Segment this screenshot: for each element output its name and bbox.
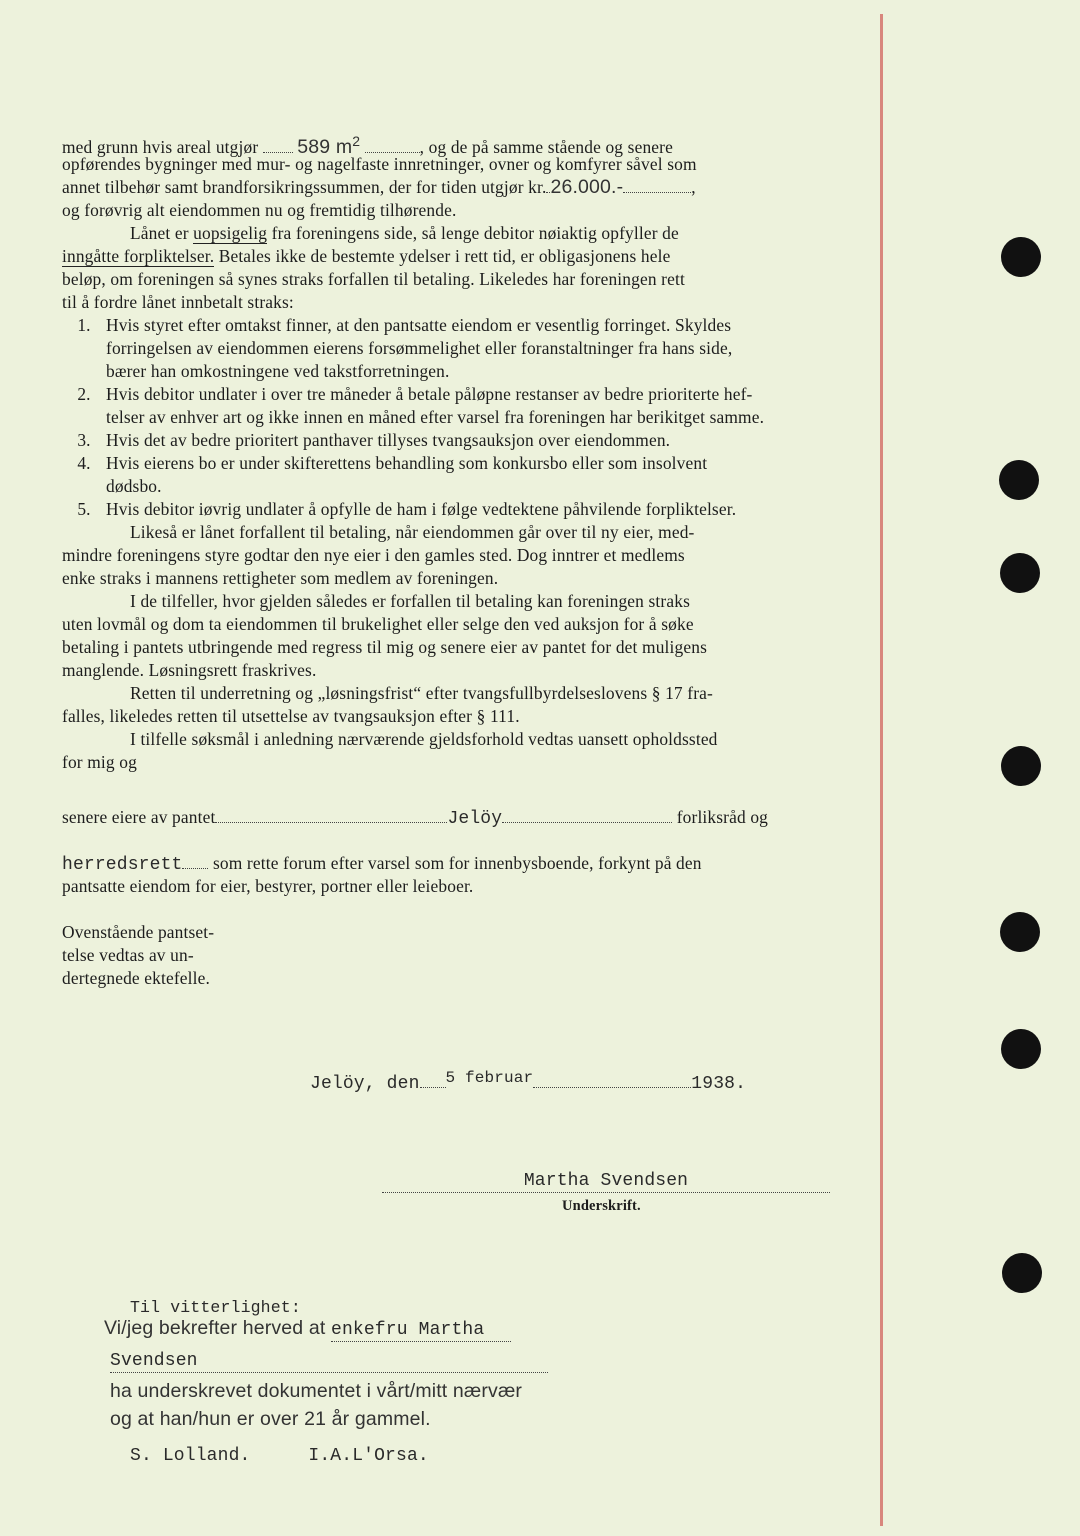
- witness-signatures: [130, 1445, 429, 1467]
- text-line: [62, 636, 707, 658]
- text-line: [62, 613, 694, 635]
- text-line: [130, 590, 690, 612]
- text: Likeså er lånet forfallent til betaling, når eiendommen går over til ny eier, med-: [130, 522, 695, 542]
- signature-label: [562, 1195, 641, 1217]
- punch-hole: [1001, 746, 1041, 786]
- text: , og de på samme stående og senere: [419, 136, 673, 157]
- forum-place: Jelöy: [447, 809, 503, 829]
- text-line: [130, 222, 679, 244]
- text: og forøvrig alt eiendommen nu og fremtidig tilhørende.: [62, 200, 457, 220]
- text-line: [62, 806, 768, 830]
- text: manglende. Løsningsrett fraskrives.: [62, 660, 317, 680]
- punch-hole: [1000, 553, 1040, 593]
- list-item: [62, 429, 670, 451]
- list-item: [62, 452, 707, 474]
- text: inngåtte forpliktelser.: [62, 246, 215, 266]
- text: senere eiere av pantet: [62, 807, 216, 827]
- area-value: 589 m: [297, 135, 353, 158]
- date-place: Jelöy,: [310, 1074, 376, 1094]
- text: uten lovmål og dom ta eiendommen til brukelighet eller selge den ved auksjon for å søke: [62, 614, 694, 634]
- witness-name: enkefru Martha: [331, 1319, 511, 1342]
- text: Hvis det av bedre prioritert panthaver tillyses tvangsauksjon over eiendommen.: [106, 430, 671, 450]
- list-item: [62, 498, 736, 520]
- text-line: [106, 406, 764, 428]
- punch-hole: [1001, 237, 1041, 277]
- text-line: [62, 544, 685, 566]
- text-line: [130, 521, 695, 543]
- item-number: 5.: [77, 499, 91, 519]
- text: ha underskrevet dokumentet i vårt/mitt nærvær: [110, 1380, 523, 1402]
- margin-rule: [880, 14, 883, 1526]
- text-line: [62, 705, 520, 727]
- text: betaling i pantets utbringende med regress til mig og senere eier av pantet for det muligens: [62, 637, 707, 657]
- text: bærer han omkostningene ved takstforretningen.: [106, 361, 450, 381]
- witness-line: [110, 1348, 548, 1373]
- text: forliksråd og: [676, 807, 769, 827]
- witness-line: [110, 1380, 522, 1402]
- text-line: [62, 751, 137, 773]
- text: I de tilfeller, hvor gjelden således er forfallen til betaling kan foreningen straks: [130, 591, 690, 611]
- text: enke straks i mannens rettigheter som medlem av foreningen.: [62, 568, 499, 588]
- list-item: [62, 314, 731, 336]
- text-line: [62, 852, 702, 876]
- text: Hvis eierens bo er under skifterettens behandling som konkursbo eller som insolvent: [106, 453, 708, 473]
- text: fra foreningens side, så lenge debitor nøiaktig opfyller de: [271, 223, 679, 243]
- signature-name: Martha Svendsen: [523, 1171, 689, 1191]
- text-line: [62, 944, 194, 966]
- text: Hvis debitor iøvrig undlater å opfylle de ham i følge vedtektene påhvilende forpliktelser.: [106, 499, 737, 519]
- text-line: [130, 682, 713, 704]
- text: for mig og: [62, 752, 137, 772]
- text: telser av enhver art og ikke innen en måned efter varsel fra foreningen har berikitget samme.: [106, 407, 765, 427]
- text: Betales ikke de bestemte ydelser i rett tid, er obligasjonens hele: [218, 246, 671, 266]
- text-line: [62, 567, 498, 589]
- witness-signature: S. Lolland.: [130, 1446, 251, 1466]
- item-number: 4.: [77, 453, 91, 473]
- text: Retten til underretning og „løsningsfrist“ efter tvangsfullbyrdelseslovens § 17 fra-: [130, 683, 713, 703]
- text: Ovenstående pantset-: [62, 922, 215, 942]
- witness-line: [104, 1317, 511, 1342]
- witness-heading: [130, 1297, 301, 1319]
- text-line: [62, 245, 670, 267]
- witness-signature: I.A.L'Orsa.: [308, 1446, 429, 1466]
- text: med grunn hvis areal utgjør: [62, 136, 259, 157]
- punch-hole: [1000, 912, 1040, 952]
- punch-hole: [1002, 1253, 1042, 1293]
- item-number: 3.: [77, 430, 91, 450]
- text-line: [62, 291, 294, 313]
- underlined-term: uopsigelig: [193, 223, 268, 243]
- date-value: 5 februar: [445, 1069, 534, 1087]
- text: Underskrift.: [562, 1198, 641, 1214]
- text: ,: [691, 177, 696, 197]
- item-number: 2.: [77, 384, 91, 404]
- text-line: [62, 875, 473, 897]
- item-number: 1.: [77, 315, 91, 335]
- text: som rette forum efter varsel som for innenbysboende, forkynt på den: [212, 853, 702, 873]
- text: og at han/hun er over 21 år gammel.: [110, 1408, 431, 1430]
- text: Hvis debitor undlater i over tre måneder å betale påløpne restanser av bedre prioriterte hef-: [106, 384, 753, 404]
- text: annet tilbehør samt brandforsikringssummen, der for tiden utgjør kr.: [62, 177, 547, 197]
- text-line: [62, 199, 456, 221]
- court-value: herredsrett: [62, 855, 183, 875]
- witness-line: [110, 1408, 431, 1430]
- witness-name: Svendsen: [110, 1350, 548, 1373]
- text: Vi/jeg bekrefter herved at: [104, 1317, 326, 1339]
- text: falles, likeledes retten til utsettelse av tvangsauksjon efter § 111.: [62, 706, 520, 726]
- date-year: 1938.: [691, 1074, 747, 1094]
- text-line: [62, 268, 685, 290]
- date-den: den: [386, 1074, 420, 1094]
- text-line: [62, 967, 210, 989]
- text: forringelsen av eiendommen eierens forsømmelighet eller foranstaltninger fra hans side,: [106, 338, 733, 358]
- text: beløp, om foreningen så synes straks forfallen til betaling. Likeledes har foreningen rett: [62, 269, 685, 289]
- text: Lånet er: [130, 223, 189, 243]
- text: telse vedtas av un-: [62, 945, 194, 965]
- date-line: [310, 1069, 747, 1095]
- insurance-value: 26.000.-: [550, 176, 624, 198]
- text: Hvis styret efter omtakst finner, at den pantsatte eiendom er vesentlig forringet. Skyldes: [106, 315, 732, 335]
- text-line: [130, 728, 718, 750]
- text: pantsatte eiendom for eier, bestyrer, portner eller leieboer.: [62, 876, 474, 896]
- punch-hole: [1001, 1029, 1041, 1069]
- text: opførendes bygninger med mur- og nagelfaste innretninger, ovner og komfyrer såvel som: [62, 154, 697, 174]
- text: til å fordre lånet innbetalt straks:: [62, 292, 294, 312]
- punch-hole: [999, 460, 1039, 500]
- signature-block: [382, 1168, 830, 1193]
- text: Til vitterlighet:: [130, 1298, 301, 1317]
- area-exponent: 2: [352, 133, 361, 149]
- text-line: [62, 921, 214, 943]
- list-item: [62, 383, 753, 405]
- text-line: [106, 337, 732, 359]
- text: dødsbo.: [106, 476, 162, 496]
- text: dertegnede ektefelle.: [62, 968, 210, 988]
- text: mindre foreningens styre godtar den nye eier i den gamles sted. Dog inntrer et medlems: [62, 545, 685, 565]
- text: I tilfelle søksmål i anledning nærværende gjeldsforhold vedtas uansett opholdssted: [130, 729, 718, 749]
- text-line: [106, 475, 162, 497]
- text-line: [106, 360, 450, 382]
- text-line: [62, 176, 696, 198]
- text-line: [62, 153, 697, 175]
- text-line: [62, 659, 316, 681]
